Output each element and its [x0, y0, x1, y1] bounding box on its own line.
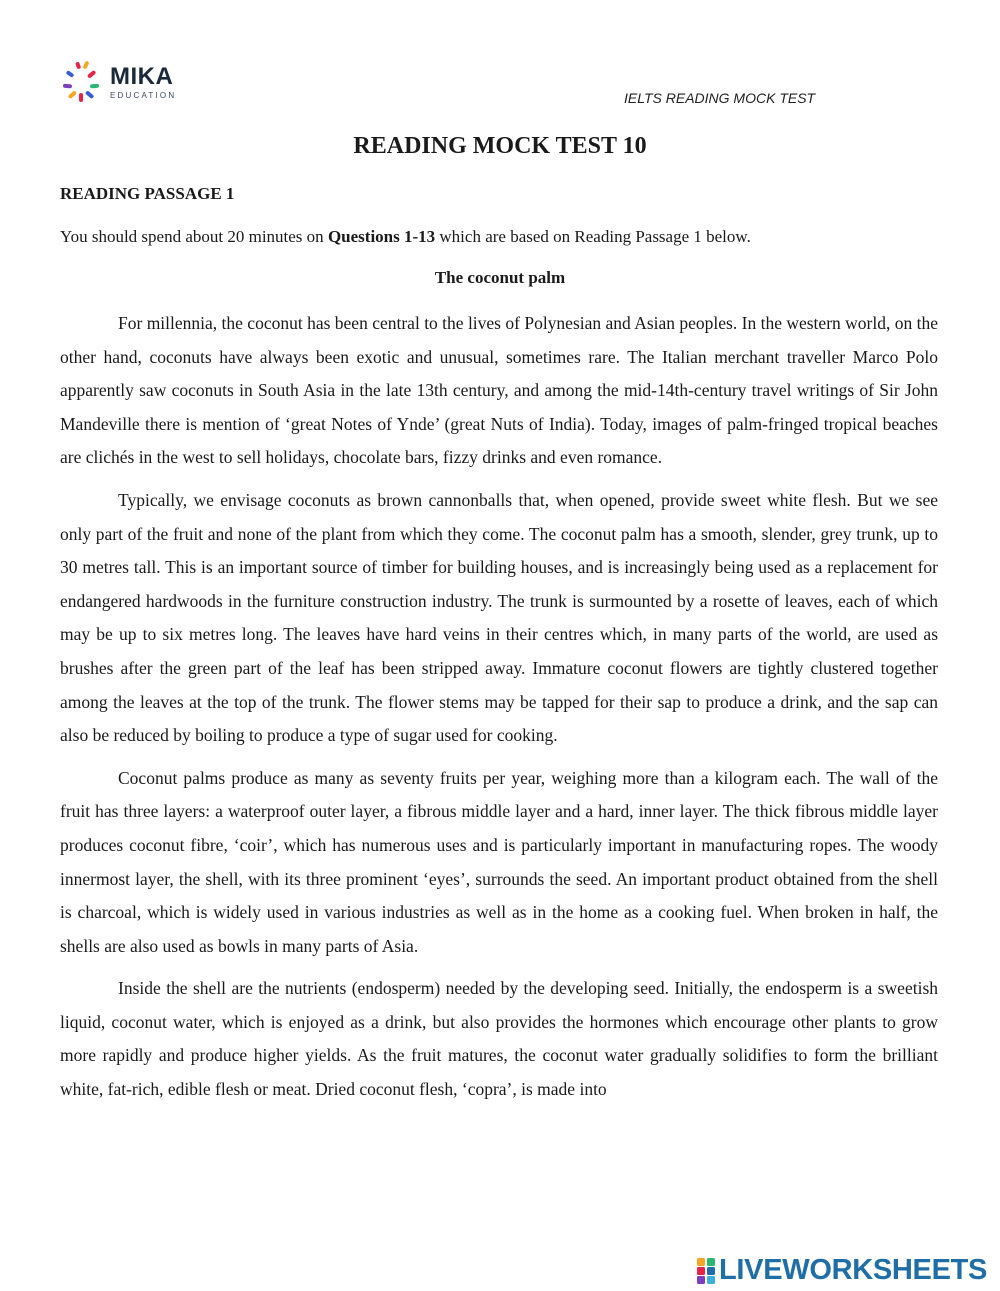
instruction-before: You should spend about 20 minutes on	[60, 227, 328, 246]
brand-subtitle: EDUCATION	[110, 90, 177, 100]
paragraph-1: For millennia, the coconut has been central to the lives of Polynesian and Asian peoples. In the western world, on the other hand, coconuts have always been exotic and unusual, sometimes rare. The Italian merchant traveller Marco Polo apparently saw coconuts in South Asia in the late 13th century, and among the mid-14th-century travel writings of Sir John Mandeville there is mention of ‘great Notes of Ynde’ (great Nuts of India). Today, images of palm-fringed tropical beaches are clichés in the west to sell holidays, chocolate bars, fizzy drinks and even romance.	[60, 313, 938, 468]
page-title: READING MOCK TEST 10	[353, 133, 647, 159]
instruction-after: which are based on Reading Passage 1 below.	[435, 227, 751, 246]
paragraph-3: Coconut palms produce as many as seventy fruits per year, weighing more than a kilogram each. The wall of the fruit has three layers: a waterproof outer layer, a fibrous middle layer and a hard, inner layer. The thick fibrous middle layer produces coconut fibre, ‘coir’, which has numerous uses and is particularly important in manufacturing ropes. The woody innermost layer, the shell, with its three prominent ‘eyes’, surrounds the seed. An important product obtained from the shell is charcoal, which is widely used in various industries as well as in the home as a cooking fuel. When broken in half, the shells are also used as bowls in many parts of Asia.	[60, 767, 938, 956]
passage-body	[60, 307, 938, 1116]
brand-name: MIKA	[110, 62, 174, 90]
paragraph-4: Inside the shell are the nutrients (endosperm) needed by the developing seed. Initially, the endosperm is a sweetish liquid, coconut water, which is enjoyed as a drink, but also provides the hormones which encourage other plants to grow more rapidly and produce higher yields. As the fruit matures, the coconut water gradually solidifies to form the brilliant white, fat-rich, edible flesh or meat. Dried coconut flesh, ‘copra’, is made into	[60, 978, 938, 1100]
instruction	[60, 227, 940, 247]
liveworksheets-logo-icon	[696, 1257, 716, 1285]
passage-heading: READING PASSAGE 1	[60, 184, 235, 203]
mika-logo	[62, 60, 176, 104]
instruction-questions: Questions 1-13	[327, 227, 436, 246]
passage-title: The coconut palm	[434, 268, 566, 287]
paragraph-2: Typically, we envisage coconuts as brown cannonballs that, when opened, provide sweet white flesh. But we see only part of the fruit and none of the plant from which they come. The coconut palm has a smooth, slender, grey trunk, up to 30 metres tall. This is an important source of timber for building houses, and is increasingly being used as a replacement for endangered hardwoods in the furniture construction industry. The trunk is surmounted by a rosette of leaves, each of which may be up to six metres long. The leaves have hard veins in their centres which, in many parts of the world, are used as brushes after the green part of the leaf has been stripped away. Immature coconut flowers are tightly clustered together among the leaves at the top of the trunk. The flower stems may be tapped for their sap to produce a drink, and the sap can also be reduced by boiling to produce a type of sugar used for cooking.	[60, 489, 938, 746]
footer-brand	[696, 1254, 987, 1287]
mika-logo-icon	[62, 60, 104, 104]
footer-brand-name: LIVEWORKSHEETS	[719, 1254, 988, 1286]
header-label: IELTS READING MOCK TEST	[624, 90, 816, 106]
